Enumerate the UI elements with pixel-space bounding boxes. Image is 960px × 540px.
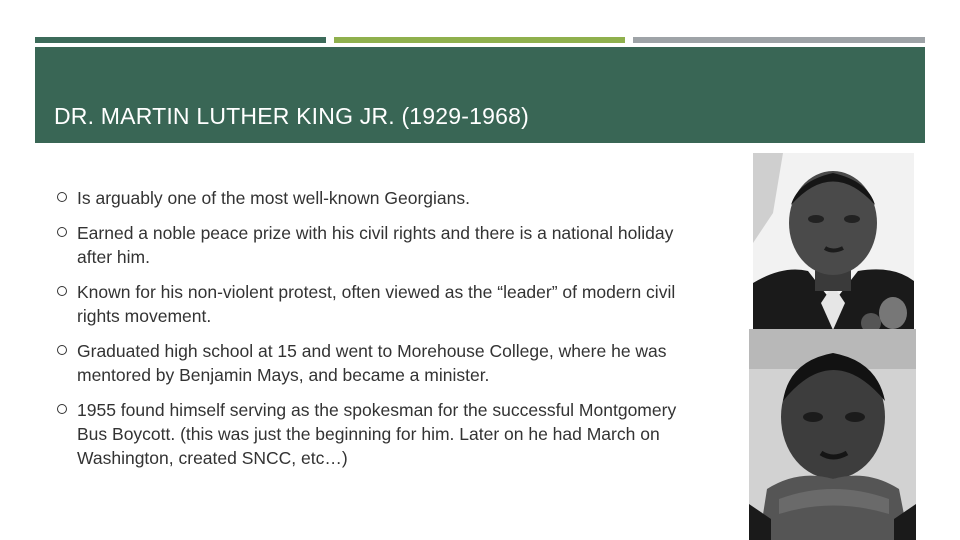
accent-bar-3 [633, 37, 925, 43]
bullet-circle-icon [57, 192, 67, 202]
bullet-text: Is arguably one of the most well-known Georgians. [77, 188, 470, 208]
slide-title: DR. MARTIN LUTHER KING JR. (1929-1968) [54, 103, 529, 129]
bullet-item [57, 186, 697, 210]
portrait-photo-speaking [753, 153, 914, 330]
bullet-item [57, 339, 697, 387]
bullet-circle-icon [57, 345, 67, 355]
bullet-item [57, 280, 697, 328]
bullet-circle-icon [57, 404, 67, 414]
bullet-circle-icon [57, 227, 67, 237]
accent-bar-1 [35, 37, 326, 43]
bullet-item [57, 398, 697, 470]
bullet-text: Graduated high school at 15 and went to Morehouse College, where he was mentored by Benjamin Mays, and became a minister. [77, 341, 667, 385]
bullet-text: Known for his non-violent protest, often viewed as the “leader” of modern civil rights movement. [77, 282, 676, 326]
bullet-text: 1955 found himself serving as the spokesman for the successful Montgomery Bus Boycott. (this was just the beginning for him. Later on he had March on Washington, created SNCC, etc…) [77, 400, 677, 468]
bullet-text: Earned a noble peace prize with his civil rights and there is a national holiday after him. [77, 223, 674, 267]
bullet-circle-icon [57, 286, 67, 296]
bullet-list [57, 186, 697, 481]
portrait-photo-hands-clasped [749, 329, 916, 540]
accent-bar-2 [334, 37, 625, 43]
bullet-item [57, 221, 697, 269]
title-band [35, 47, 925, 143]
